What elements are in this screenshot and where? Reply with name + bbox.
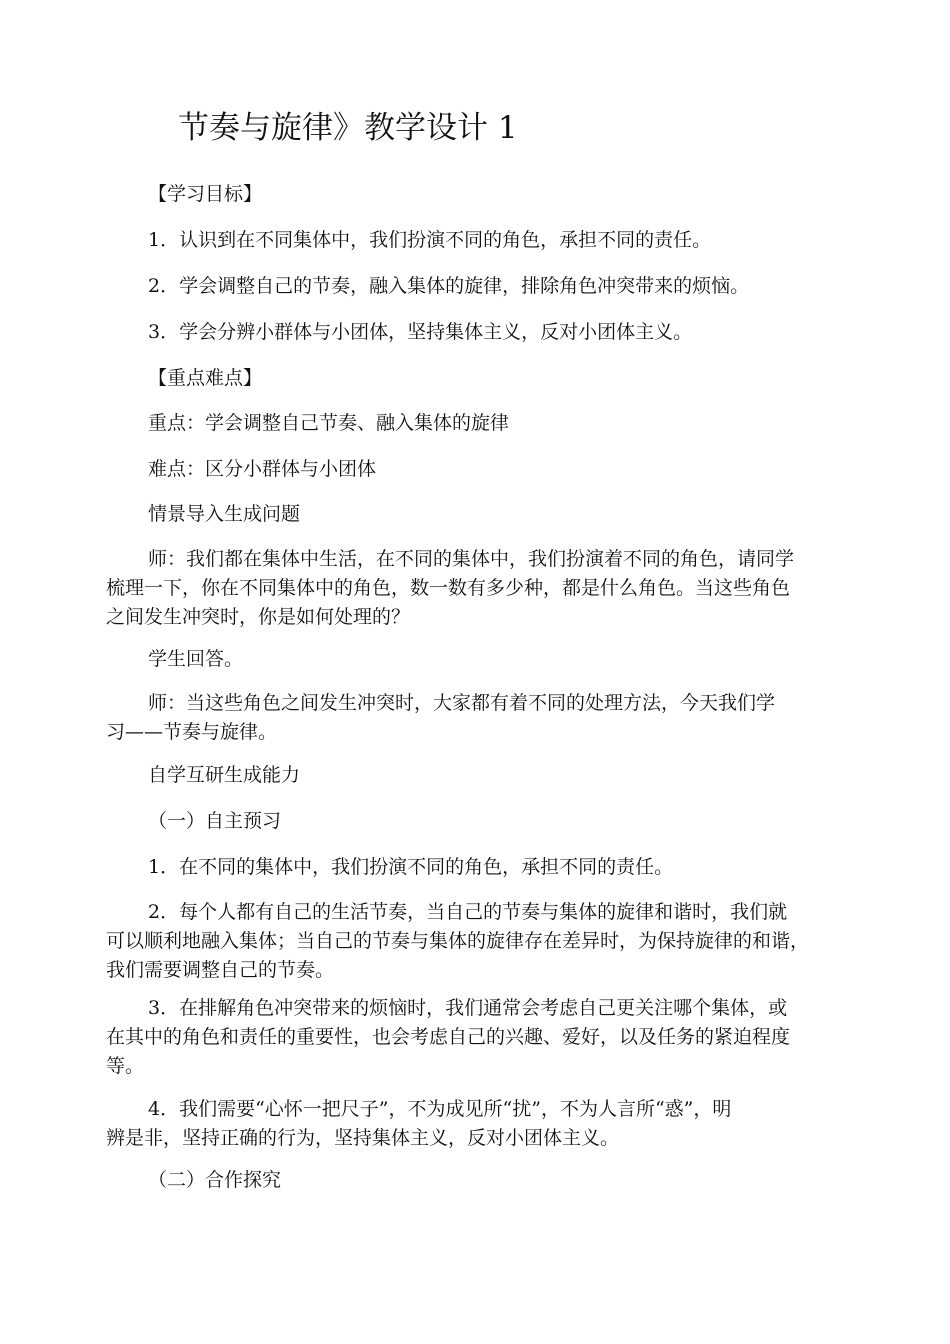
paragraph-line: 3．在排解角色冲突带来的烦恼时，我们通常会考虑自己更关注哪个集体，或 (148, 997, 788, 1019)
document-title: 节奏与旋律》教学设计 1 (178, 110, 518, 146)
self-study-heading: 自学互研生成能力 (148, 764, 301, 786)
preview-point-3 (106, 994, 848, 1081)
teacher-paragraph-1 (106, 545, 848, 632)
difficult-point: 难点：区分小群体与小团体 (148, 458, 377, 480)
paragraph-line: 之间发生冲突时，你是如何处理的？ (106, 606, 411, 628)
paragraph-line: 师：我们都在集体中生活，在不同的集体中，我们扮演着不同的角色，请同学 (148, 548, 795, 570)
paragraph-line: 2．每个人都有自己的生活节奏，当自己的节奏与集体的旋律和谐时，我们就 (148, 901, 788, 923)
paragraph-line: 在其中的角色和责任的重要性，也会考虑自己的兴趣、爱好，以及任务的紧迫程度 (106, 1026, 791, 1048)
objectives-heading: 【学习目标】 (148, 183, 263, 205)
key-points-heading: 【重点难点】 (148, 367, 263, 389)
paragraph-line: 师：当这些角色之间发生冲突时，大家都有着不同的处理方法，今天我们学 (148, 692, 776, 714)
objective-item-1: 1．认识到在不同集体中，我们扮演不同的角色，承担不同的责任。 (148, 229, 712, 251)
paragraph-line: 4．我们需要“心怀一把尺子”，不为成见所“扰”，不为人言所“惑”，明 (148, 1098, 732, 1120)
preview-point-1: 1．在不同的集体中，我们扮演不同的角色，承担不同的责任。 (148, 856, 674, 878)
intro-heading: 情景导入生成问题 (148, 503, 301, 525)
objective-item-2: 2．学会调整自己的节奏，融入集体的旋律，排除角色冲突带来的烦恼。 (148, 275, 750, 297)
paragraph-line: 习——节奏与旋律。 (106, 721, 278, 743)
teacher-paragraph-2 (106, 689, 848, 747)
sub-heading-self-preview: （一）自主预习 (148, 810, 282, 832)
paragraph-line: 我们需要调整自己的节奏。 (106, 959, 335, 981)
preview-point-4 (106, 1095, 848, 1153)
objective-item-3: 3．学会分辨小群体与小团体，坚持集体主义，反对小团体主义。 (148, 321, 693, 343)
paragraph-line: 可以顺利地融入集体；当自己的节奏与集体的旋律存在差异时，为保持旋律的和谐， (106, 930, 810, 952)
paragraph-line: 梳理一下，你在不同集体中的角色，数一数有多少种，都是什么角色。当这些角色 (106, 577, 791, 599)
student-answer: 学生回答。 (148, 648, 244, 670)
sub-heading-cooperation: （二）合作探究 (148, 1169, 282, 1191)
paragraph-line: 等。 (106, 1055, 145, 1077)
preview-point-2 (106, 898, 848, 985)
key-point: 重点：学会调整自己节奏、融入集体的旋律 (148, 412, 510, 434)
paragraph-line: 辨是非，坚持正确的行为，坚持集体主义，反对小团体主义。 (106, 1127, 620, 1149)
